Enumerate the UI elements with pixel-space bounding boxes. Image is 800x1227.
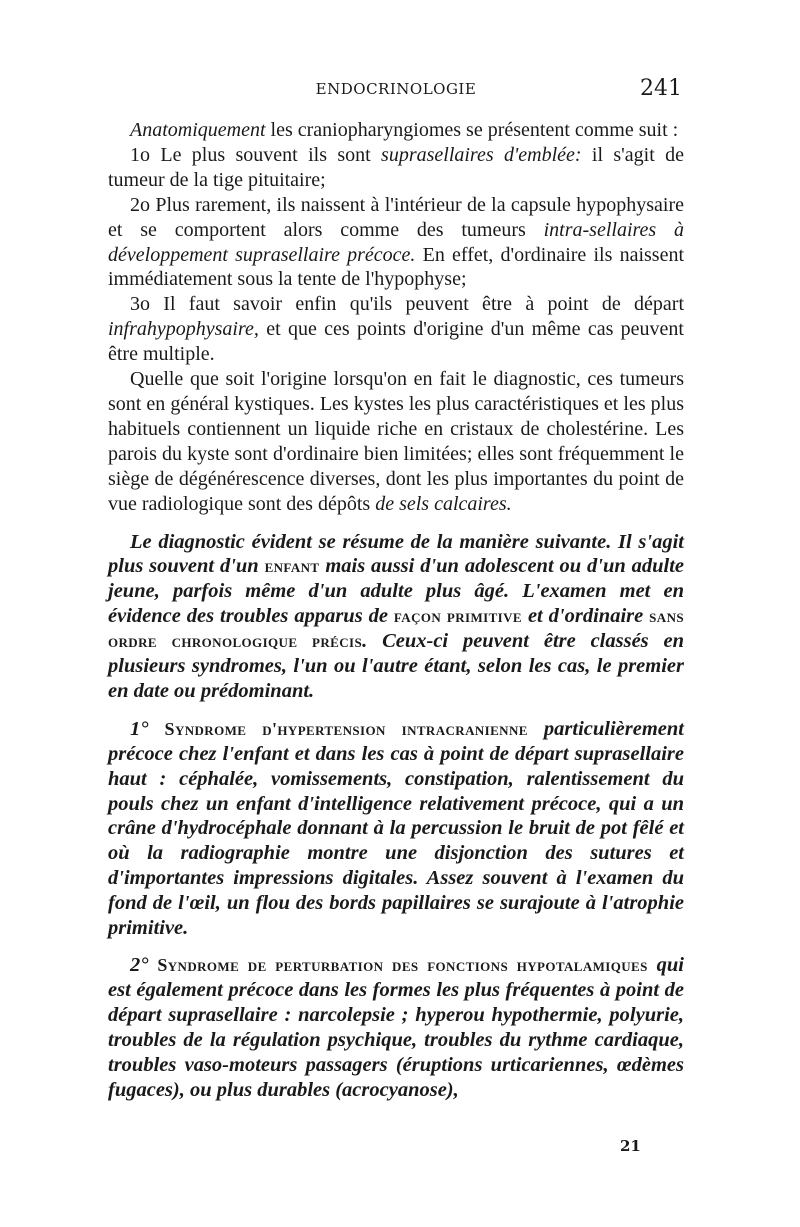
diag-text-3: et d'ordinaire xyxy=(522,605,650,628)
item2-text-b: En effet, d'ordinaire ils naissent immédiatement sous la tente de l'hypophyse; xyxy=(108,243,685,291)
paragraph-item-3 xyxy=(108,292,684,367)
diag-smallcaps-2: façon primitive xyxy=(393,606,522,627)
page-header xyxy=(110,76,682,104)
syn2-number: 2° xyxy=(130,954,158,976)
diag-text-4: . Ceux-ci peuvent être classés en plusieurs syndromes, l'un ou l'autre étant, selon les cas, le premier en date ou prédominant. xyxy=(108,630,684,702)
cysts-emphasis: de sels calcaires. xyxy=(375,492,512,515)
running-title: ENDOCRINOLOGIE xyxy=(315,80,477,98)
syn2-heading: Syndrome de perturbation des fonctions hypotalamiques xyxy=(157,955,648,975)
cysts-text: Quelle que soit l'origine lorsqu'on en fait le diagnostic, ces tumeurs sont en général kystiques. Les kystes les plus caractéristiques et les plus habituels contiennent un liquide riche en cristaux de cholestérine. Les parois du kyste sont d'ordinaire bien limitées; elles sont fréquemment le siège de dégénérescence diverses, dont les plus importantes du point de vue radiologique sont des dépôts xyxy=(108,368,684,515)
paragraph-cysts xyxy=(108,367,684,516)
diag-text-2: mais aussi d'un adolescent ou d'un adulte jeune, parfois même d'un adulte plus âgé. L'examen met en évidence des troubles apparus de xyxy=(108,555,684,628)
item2-text-a: 2o Plus rarement, ils naissent à l'intérieur de la capsule hypophysaire et se comportent alors comme des tumeurs xyxy=(108,193,684,241)
anatomy-lead: Anatomiquement xyxy=(130,119,266,141)
item3-emphasis: infrahypophysaire, xyxy=(108,318,259,341)
item3-text-b: et que ces points d'origine d'un même cas peuvent être multiple. xyxy=(108,318,684,366)
intro-section xyxy=(108,118,684,517)
paragraph-item-2 xyxy=(108,193,684,293)
paragraph-diagnostic xyxy=(108,530,684,704)
anatomy-text: les craniopharyngiomes se présentent comme suit : xyxy=(265,119,679,141)
syn2-text: qui est également précoce dans les formes les plus fréquentes à point de départ suprasellaire : narcolepsie ; hyperou hypothermie, polyurie, troubles de la régulation psychique, troubles du rythme cardiaque, troubles vaso-moteurs passagers (éruptions urticariennes, œdèmes fugaces), ou plus durables (acrocyanose), xyxy=(108,954,684,1101)
paragraph-anatomy xyxy=(108,118,684,143)
paragraph-syndrome-1 xyxy=(108,717,684,941)
syn1-text: particulièrement précoce chez l'enfant et dans les cas à point de départ suprasellaire haut : céphalée, vomissements, constipation, ralentissement du pouls chez un enfant d'intelligence relativement précoce, qui a un crâne d'hydrocéphale donnant à la percussion le bruit de pot fêlé et où la radiographie montre une disjonction des sutures et d'importantes impressions digitales. Assez souvent à l'examen du fond de l'œil, un flou des bords papillaires se surajoute à l'atrophie primitive. xyxy=(108,717,684,940)
item1-text-a: 1o Le plus souvent ils sont xyxy=(130,143,382,166)
item2-emphasis: intra-sellaires à développement suprasellaire précoce. xyxy=(108,218,684,266)
item1-emphasis: suprasellaires d'emblée: xyxy=(381,143,582,166)
syndrome-2-section xyxy=(108,953,684,1102)
diag-smallcaps-1: enfant xyxy=(264,556,320,577)
page-body xyxy=(108,118,684,1102)
page-number: 241 xyxy=(640,76,682,101)
diag-text-1: Le diagnostic évident se résume de la manière suivante. Il s'agit plus souvent d'un xyxy=(108,530,684,578)
signature-mark: 21 xyxy=(620,1137,641,1155)
syn1-number: 1° xyxy=(130,717,165,740)
item3-text-a: 3o Il faut savoir enfin qu'ils peuvent être à point de départ xyxy=(130,293,684,316)
item1-text-b: il s'agit de tumeur de la tige pituitaire; xyxy=(108,143,684,191)
paragraph-item-1 xyxy=(108,143,684,193)
paragraph-syndrome-2 xyxy=(108,953,684,1102)
diag-smallcaps-3: sans ordre chronologique précis xyxy=(108,606,684,652)
syn1-heading: Syndrome d'hypertension intracranienne xyxy=(164,718,528,739)
diagnostic-section xyxy=(108,530,684,704)
syndrome-1-section xyxy=(108,717,684,941)
